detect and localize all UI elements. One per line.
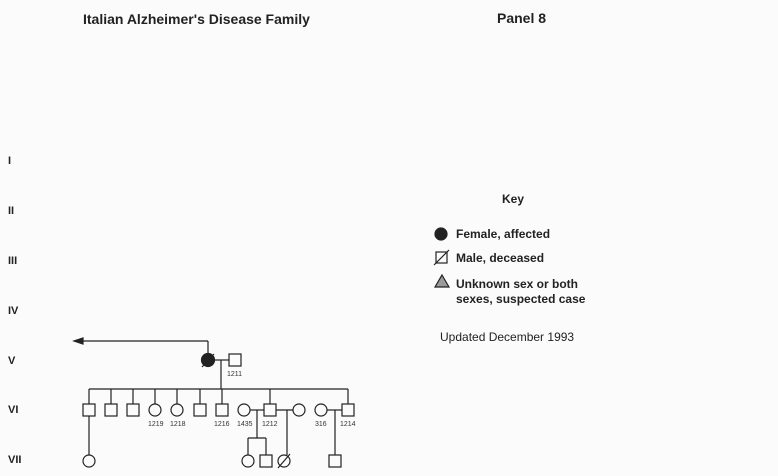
id-label-1214: 1214	[340, 421, 356, 428]
id-label-1211: 1211	[227, 371, 243, 378]
male-1212	[264, 404, 276, 416]
female-spouse-vi	[293, 404, 305, 416]
female-vii-2	[242, 455, 254, 467]
key-suspected-case-icon	[435, 275, 449, 287]
generation-label-IV: IV	[8, 305, 19, 317]
id-label-1212: 1212	[262, 421, 278, 428]
female-1218	[171, 404, 183, 416]
key-label-suspected-case: Unknown sex or both sexes, suspected case	[456, 277, 586, 306]
affected-female-v	[202, 354, 215, 368]
male-1216	[216, 404, 228, 416]
male-vi-6	[194, 404, 206, 416]
male-1214	[342, 404, 354, 416]
generation-label-II: II	[8, 205, 15, 217]
proband-arrow	[74, 338, 208, 354]
page-title: Italian Alzheimer's Disease Family	[83, 11, 310, 27]
female-deceased-vii	[278, 454, 290, 468]
male-vi-2	[105, 404, 117, 416]
id-label-1218: 1218	[170, 421, 186, 428]
id-label-1219: 1219	[148, 421, 164, 428]
generation-label-VI: VI	[8, 404, 19, 416]
key-male-deceased-icon	[434, 250, 449, 265]
generation-label-I: I	[8, 155, 12, 167]
male-1211	[229, 354, 241, 366]
key-title: Key	[502, 192, 525, 206]
id-label-1216: 1216	[214, 421, 230, 428]
male-vii-3	[260, 455, 272, 467]
female-vii-1	[83, 455, 95, 467]
id-label-1435: 1435	[237, 421, 253, 428]
female-1435	[238, 404, 250, 416]
female-316	[315, 404, 327, 416]
key-female-affected-icon	[435, 228, 447, 240]
key-label-male-deceased: Male, deceased	[456, 251, 545, 265]
updated-note: Updated December 1993	[440, 330, 575, 344]
male-vi-1	[83, 404, 95, 416]
female-1219	[149, 404, 161, 416]
key-label-female-affected: Female, affected	[456, 227, 551, 241]
id-label-316: 316	[315, 421, 327, 428]
generation-label-V: V	[8, 355, 16, 367]
panel-label: Panel 8	[497, 10, 547, 26]
male-vi-3	[127, 404, 139, 416]
generation-label-VII: VII	[8, 454, 22, 466]
male-vii-5	[329, 455, 341, 467]
sibship-drops	[89, 389, 348, 404]
generation-label-III: III	[8, 255, 18, 267]
